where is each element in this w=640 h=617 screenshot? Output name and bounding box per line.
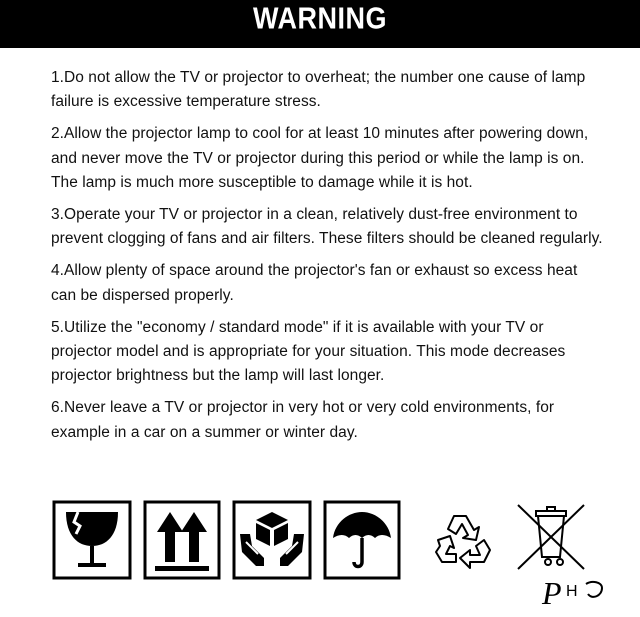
fragile-icon [52,500,132,580]
svg-text:H: H [566,583,578,600]
recycle-icon [432,510,496,572]
handle-with-care-icon [232,500,312,580]
warning-item: 4.Allow plenty of space around the projector's fan or exhaust so excess heat can be dispersed properly. [51,262,578,304]
warning-item: 6.Never leave a TV or projector in very hot or very cold environments, for example in a car on a summer or winter day. [51,399,555,441]
warning-item: 1.Do not allow the TV or projector to overheat; the number one cause of lamp failure is excessive temperature stress. [51,69,586,111]
warning-header [0,0,640,48]
svg-text:P: P [542,575,562,610]
this-way-up-icon [143,500,221,580]
page-title: WARNING [253,1,387,36]
warning-text [51,66,606,453]
warning-item: 5.Utilize the "economy / standard mode" if it is available with your TV or projector model and is appropriate for your situation. This mode decreases projector brightness but the lamp will last longer. [51,318,566,385]
keep-dry-icon [323,500,401,580]
warning-item: 3.Operate your TV or projector in a clean, relatively dust-free environment to prevent clogging of fans and air filters. These filters should be cleaned regularly. [51,206,603,248]
brand-logo [540,574,630,610]
warning-item: 2.Allow the projector lamp to cool for at least 10 minutes after powering down, and never move the TV or projector during this period or while the lamp is on. The lamp is much more susceptible to damage while it is hot. [51,125,589,191]
weee-crossed-bin-icon [514,501,588,573]
